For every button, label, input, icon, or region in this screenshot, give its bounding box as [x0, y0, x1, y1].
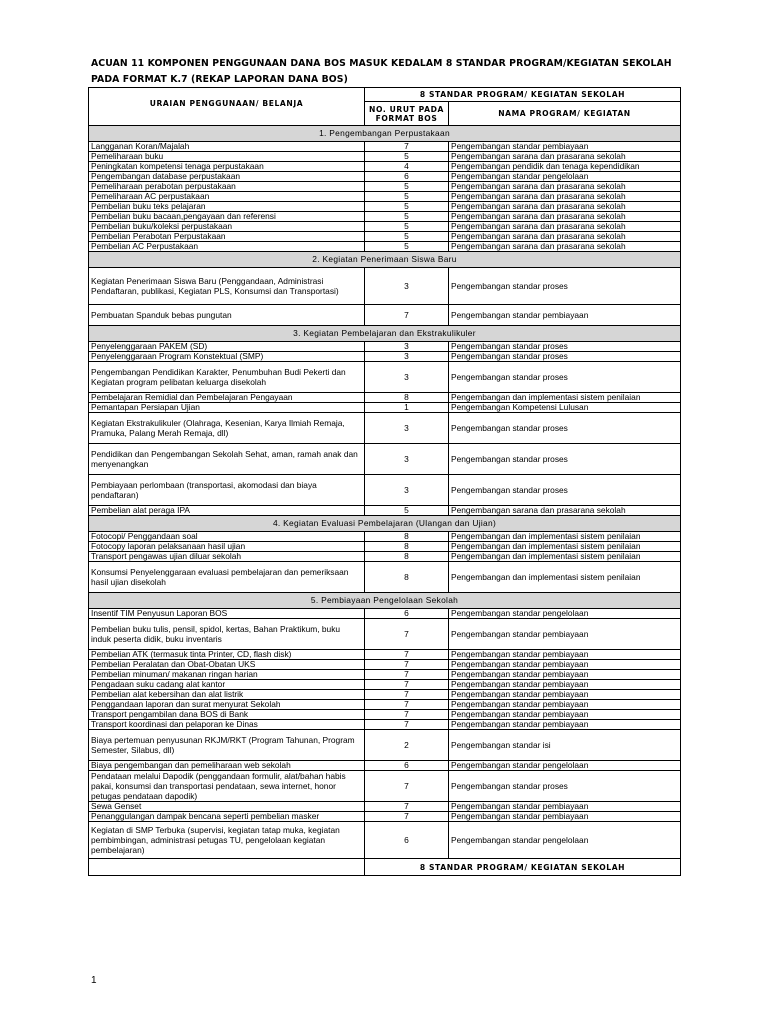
- cell-uraian: Langganan Koran/Majalah: [89, 142, 365, 152]
- cell-uraian: Pembuatan Spanduk bebas pungutan: [89, 305, 365, 326]
- cell-no-urut: 8: [365, 532, 449, 542]
- cell-uraian: Kegiatan di SMP Terbuka (supervisi, kegiatan tatap muka, kegiatan pembimbingan, administrasi petugas TU, pengelolaan kegiatan pembelajaran): [89, 822, 365, 859]
- table-row: [89, 142, 681, 152]
- cell-no-urut: 3: [365, 352, 449, 362]
- table-row: [89, 232, 681, 242]
- cell-no-urut: 5: [365, 152, 449, 162]
- section-title: 2. Kegiatan Penerimaan Siswa Baru: [89, 252, 681, 268]
- cell-nama-program: Pengembangan sarana dan prasarana sekolah: [449, 232, 681, 242]
- cell-uraian: Pembelajaran Remidial dan Pembelajaran Pengayaan: [89, 393, 365, 403]
- cell-uraian: Pengembangan Pendidikan Karakter, Penumbuhan Budi Pekerti dan Kegiatan program pelibatan keluarga disekolah: [89, 362, 365, 393]
- table-row: [89, 413, 681, 444]
- table-row: [89, 552, 681, 562]
- cell-nama-program: Pengembangan standar pembiayaan: [449, 142, 681, 152]
- header-row-top: [89, 88, 681, 102]
- cell-nama-program: Pengembangan pendidik dan tenaga kependidikan: [449, 162, 681, 172]
- section-header-row: [89, 252, 681, 268]
- cell-no-urut: 7: [365, 619, 449, 650]
- table-row: [89, 202, 681, 212]
- cell-uraian: Pembelian buku/koleksi perpustakaan: [89, 222, 365, 232]
- cell-no-urut: 5: [365, 202, 449, 212]
- table-row: [89, 670, 681, 680]
- cell-no-urut: 6: [365, 761, 449, 771]
- table-row: [89, 444, 681, 475]
- table-row: [89, 352, 681, 362]
- cell-nama-program: Pengembangan standar proses: [449, 362, 681, 393]
- cell-no-urut: 7: [365, 670, 449, 680]
- cell-uraian: Pembelian ATK (termasuk tinta Printer, CD, flash disk): [89, 650, 365, 660]
- table-row: [89, 542, 681, 552]
- cell-nama-program: Pengembangan sarana dan prasarana sekolah: [449, 152, 681, 162]
- section-header-row: [89, 126, 681, 142]
- document-heading: [91, 56, 691, 88]
- table-row: [89, 690, 681, 700]
- cell-nama-program: Pengembangan standar proses: [449, 475, 681, 506]
- section-title: 5. Pembiayaan Pengelolaan Sekolah: [89, 593, 681, 609]
- cell-no-urut: 5: [365, 222, 449, 232]
- table-row: [89, 680, 681, 690]
- cell-no-urut: 8: [365, 562, 449, 593]
- cell-nama-program: Pengembangan standar proses: [449, 268, 681, 305]
- cell-no-urut: 7: [365, 680, 449, 690]
- cell-nama-program: Pengembangan standar pembiayaan: [449, 802, 681, 812]
- cell-uraian: Pembiayaan perlombaan (transportasi, akomodasi dan biaya pendaftaran): [89, 475, 365, 506]
- table-row: [89, 619, 681, 650]
- heading-line-1: ACUAN 11 KOMPONEN PENGGUNAAN DANA BOS MASUK KEDALAM 8 STANDAR PROGRAM/KEGIATAN SEKOLAH: [91, 58, 672, 69]
- cell-uraian: Pembelian buku teks pelajaran: [89, 202, 365, 212]
- table-row: [89, 212, 681, 222]
- table-row: [89, 660, 681, 670]
- cell-uraian: Pembelian buku tulis, pensil, spidol, kertas, Bahan Praktikum, buku induk peserta didik, buku inventaris: [89, 619, 365, 650]
- table-row: [89, 761, 681, 771]
- section-title: 1. Pengembangan Perpustakaan: [89, 126, 681, 142]
- cell-uraian: Pembelian Perabotan Perpustakaan: [89, 232, 365, 242]
- header-standar: 8 STANDAR PROGRAM/ KEGIATAN SEKOLAH: [365, 88, 681, 102]
- footer-empty-cell: [89, 859, 365, 876]
- header-no-urut: NO. URUT PADA FORMAT BOS: [365, 102, 449, 126]
- cell-nama-program: Pengembangan standar pembiayaan: [449, 812, 681, 822]
- table-row: [89, 162, 681, 172]
- cell-uraian: Pembelian minuman/ makanan ringan harian: [89, 670, 365, 680]
- footer-row: [89, 859, 681, 876]
- cell-nama-program: Pengembangan dan implementasi sistem penilaian: [449, 532, 681, 542]
- cell-no-urut: 3: [365, 362, 449, 393]
- section-title: 4. Kegiatan Evaluasi Pembelajaran (Ulangan dan Ujian): [89, 516, 681, 532]
- cell-no-urut: 7: [365, 720, 449, 730]
- cell-uraian: Pembelian buku bacaan,pengayaan dan referensi: [89, 212, 365, 222]
- cell-uraian: Pembelian AC Perpustakaan: [89, 242, 365, 252]
- cell-uraian: Fotocopi/ Penggandaan soal: [89, 532, 365, 542]
- section-title: 3. Kegiatan Pembelajaran dan Ekstrakulikuler: [89, 326, 681, 342]
- header-uraian: URAIAN PENGGUNAAN/ BELANJA: [89, 88, 365, 126]
- table-row: [89, 362, 681, 393]
- section-header-row: [89, 516, 681, 532]
- cell-uraian: Pengadaan suku cadang alat kantor: [89, 680, 365, 690]
- cell-nama-program: Pengembangan standar proses: [449, 444, 681, 475]
- table-row: [89, 172, 681, 182]
- cell-no-urut: 2: [365, 730, 449, 761]
- cell-no-urut: 5: [365, 242, 449, 252]
- cell-nama-program: Pengembangan standar isi: [449, 730, 681, 761]
- cell-no-urut: 5: [365, 506, 449, 516]
- heading-line-2: PADA FORMAT K.7 (REKAP LAPORAN DANA BOS): [91, 74, 348, 85]
- cell-uraian: Pembelian Peralatan dan Obat-Obatan UKS: [89, 660, 365, 670]
- table-row: [89, 609, 681, 619]
- cell-no-urut: 3: [365, 413, 449, 444]
- cell-uraian: Penggandaan laporan dan surat menyurat Sekolah: [89, 700, 365, 710]
- cell-nama-program: Pengembangan dan implementasi sistem penilaian: [449, 562, 681, 593]
- bos-component-table: [88, 87, 681, 876]
- cell-no-urut: 7: [365, 710, 449, 720]
- cell-nama-program: Pengembangan sarana dan prasarana sekolah: [449, 202, 681, 212]
- table-row: [89, 393, 681, 403]
- table-row: [89, 192, 681, 202]
- cell-nama-program: Pengembangan standar proses: [449, 352, 681, 362]
- cell-uraian: Pengembangan database perpustakaan: [89, 172, 365, 182]
- cell-no-urut: 6: [365, 609, 449, 619]
- table-row: [89, 650, 681, 660]
- cell-no-urut: 7: [365, 660, 449, 670]
- cell-no-urut: 7: [365, 650, 449, 660]
- cell-nama-program: Pengembangan standar pembiayaan: [449, 619, 681, 650]
- table-row: [89, 305, 681, 326]
- cell-no-urut: 4: [365, 162, 449, 172]
- cell-uraian: Pemeliharaan buku: [89, 152, 365, 162]
- cell-uraian: Biaya pertemuan penyusunan RKJM/RKT (Program Tahunan, Program Semester, Silabus, dll): [89, 730, 365, 761]
- table-row: [89, 771, 681, 802]
- cell-uraian: Pemeliharaan perabotan perpustakaan: [89, 182, 365, 192]
- table-row: [89, 532, 681, 542]
- cell-no-urut: 1: [365, 403, 449, 413]
- cell-nama-program: Pengembangan standar pengelolaan: [449, 822, 681, 859]
- cell-uraian: Peningkatan kompetensi tenaga perpustakaan: [89, 162, 365, 172]
- section-header-row: [89, 593, 681, 609]
- cell-no-urut: 5: [365, 232, 449, 242]
- footer-standar: 8 STANDAR PROGRAM/ KEGIATAN SEKOLAH: [365, 859, 681, 876]
- table-row: [89, 403, 681, 413]
- cell-uraian: Pemantapan Persiapan Ujian: [89, 403, 365, 413]
- cell-nama-program: Pengembangan dan implementasi sistem penilaian: [449, 393, 681, 403]
- cell-uraian: Pembelian alat kebersihan dan alat listrik: [89, 690, 365, 700]
- table-row: [89, 342, 681, 352]
- cell-nama-program: Pengembangan sarana dan prasarana sekolah: [449, 182, 681, 192]
- cell-nama-program: Pengembangan sarana dan prasarana sekolah: [449, 222, 681, 232]
- cell-no-urut: 7: [365, 142, 449, 152]
- cell-no-urut: 5: [365, 182, 449, 192]
- cell-no-urut: 3: [365, 268, 449, 305]
- section-header-row: [89, 326, 681, 342]
- table-row: [89, 822, 681, 859]
- cell-nama-program: Pengembangan standar pembiayaan: [449, 660, 681, 670]
- table-row: [89, 562, 681, 593]
- cell-nama-program: Pengembangan standar pembiayaan: [449, 305, 681, 326]
- cell-uraian: Pemeliharaan AC perpustakaan: [89, 192, 365, 202]
- cell-uraian: Kegiatan Ekstrakulikuler (Olahraga, Kesenian, Karya Ilmiah Remaja, Pramuka, Palang Merah Remaja, dll): [89, 413, 365, 444]
- table-row: [89, 152, 681, 162]
- cell-nama-program: Pengembangan dan implementasi sistem penilaian: [449, 542, 681, 552]
- cell-no-urut: 8: [365, 542, 449, 552]
- cell-nama-program: Pengembangan sarana dan prasarana sekolah: [449, 242, 681, 252]
- cell-no-urut: 7: [365, 690, 449, 700]
- header-nama-program: NAMA PROGRAM/ KEGIATAN: [449, 102, 681, 126]
- table-row: [89, 506, 681, 516]
- table-row: [89, 475, 681, 506]
- table-body: [89, 126, 681, 859]
- cell-no-urut: 3: [365, 475, 449, 506]
- cell-uraian: Fotocopy laporan pelaksanaan hasil ujian: [89, 542, 365, 552]
- cell-no-urut: 6: [365, 822, 449, 859]
- cell-nama-program: Pengembangan standar pengelolaan: [449, 761, 681, 771]
- table-row: [89, 802, 681, 812]
- cell-nama-program: Pengembangan Kompetensi Lulusan: [449, 403, 681, 413]
- table-row: [89, 268, 681, 305]
- cell-nama-program: Pengembangan standar pembiayaan: [449, 680, 681, 690]
- table-row: [89, 730, 681, 761]
- cell-no-urut: 7: [365, 700, 449, 710]
- page-number: 1: [91, 975, 97, 986]
- cell-uraian: Penyelenggaraan Program Konstektual (SMP): [89, 352, 365, 362]
- cell-nama-program: Pengembangan sarana dan prasarana sekolah: [449, 192, 681, 202]
- cell-no-urut: 7: [365, 802, 449, 812]
- cell-nama-program: Pengembangan standar pembiayaan: [449, 710, 681, 720]
- cell-uraian: Insentif TIM Penyusun Laporan BOS: [89, 609, 365, 619]
- cell-uraian: Transport koordinasi dan pelaporan ke Dinas: [89, 720, 365, 730]
- cell-uraian: Transport pengambilan dana BOS di Bank: [89, 710, 365, 720]
- cell-nama-program: Pengembangan standar proses: [449, 413, 681, 444]
- cell-uraian: Pembelian alat peraga IPA: [89, 506, 365, 516]
- cell-nama-program: Pengembangan standar pengelolaan: [449, 609, 681, 619]
- cell-nama-program: Pengembangan standar pembiayaan: [449, 720, 681, 730]
- cell-uraian: Konsumsi Penyelenggaraan evaluasi pembelajaran dan pemeriksaan hasil ujian disekolah: [89, 562, 365, 593]
- cell-uraian: Pendataan melalui Dapodik (penggandaan formulir, alat/bahan habis pakai, konsumsi dan transportasi pendataan, sewa internet, honor petugas pendataan dapodik): [89, 771, 365, 802]
- table-row: [89, 700, 681, 710]
- cell-nama-program: Pengembangan standar proses: [449, 342, 681, 352]
- cell-no-urut: 7: [365, 305, 449, 326]
- cell-uraian: Sewa Genset: [89, 802, 365, 812]
- cell-no-urut: 7: [365, 812, 449, 822]
- cell-nama-program: Pengembangan sarana dan prasarana sekolah: [449, 506, 681, 516]
- cell-uraian: Penanggulangan dampak bencana seperti pembelian masker: [89, 812, 365, 822]
- cell-no-urut: 5: [365, 212, 449, 222]
- cell-uraian: Pendidikan dan Pengembangan Sekolah Sehat, aman, ramah anak dan menyenangkan: [89, 444, 365, 475]
- cell-no-urut: 8: [365, 393, 449, 403]
- cell-nama-program: Pengembangan standar pembiayaan: [449, 650, 681, 660]
- cell-uraian: Penyelenggaraan PAKEM (SD): [89, 342, 365, 352]
- cell-nama-program: Pengembangan standar pembiayaan: [449, 690, 681, 700]
- table-row: [89, 812, 681, 822]
- cell-nama-program: Pengembangan standar pengelolaan: [449, 172, 681, 182]
- cell-no-urut: 5: [365, 192, 449, 202]
- cell-uraian: Transport pengawas ujian diluar sekolah: [89, 552, 365, 562]
- cell-uraian: Biaya pengembangan dan pemeliharaan web sekolah: [89, 761, 365, 771]
- table-row: [89, 710, 681, 720]
- cell-no-urut: 7: [365, 771, 449, 802]
- cell-no-urut: 8: [365, 552, 449, 562]
- table-row: [89, 720, 681, 730]
- cell-uraian: Kegiatan Penerimaan Siswa Baru (Penggandaan, Administrasi Pendaftaran, publikasi, Kegiatan PLS, Konsumsi dan Transportasi): [89, 268, 365, 305]
- cell-nama-program: Pengembangan sarana dan prasarana sekolah: [449, 212, 681, 222]
- cell-no-urut: 3: [365, 444, 449, 475]
- cell-no-urut: 3: [365, 342, 449, 352]
- cell-nama-program: Pengembangan standar pembiayaan: [449, 700, 681, 710]
- cell-no-urut: 6: [365, 172, 449, 182]
- table-row: [89, 222, 681, 232]
- table-row: [89, 182, 681, 192]
- cell-nama-program: Pengembangan standar proses: [449, 771, 681, 802]
- cell-nama-program: Pengembangan standar pembiayaan: [449, 670, 681, 680]
- cell-nama-program: Pengembangan dan implementasi sistem penilaian: [449, 552, 681, 562]
- table-row: [89, 242, 681, 252]
